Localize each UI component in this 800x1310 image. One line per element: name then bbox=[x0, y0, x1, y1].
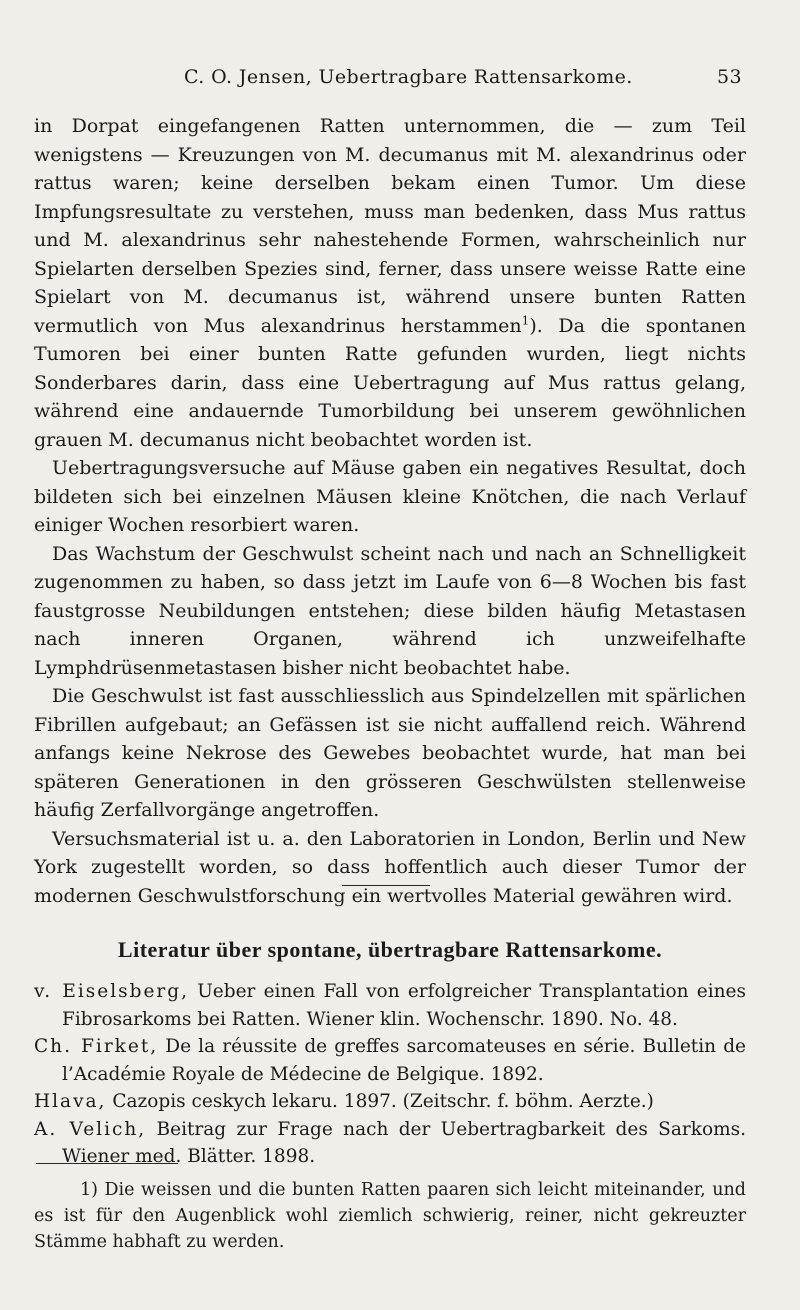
reference-author: Hlava, bbox=[34, 1091, 107, 1112]
reference-item bbox=[34, 1088, 746, 1116]
footnote-rule bbox=[36, 1163, 178, 1164]
footnote-reference: 1 bbox=[521, 313, 530, 328]
paragraph-4: Die Geschwulst ist fast ausschliesslich aus Spindelzellen mit spärlichen Fibrillen aufgebaut; an Gefässen ist sie nicht auffallend reich. Während anfangs keine Nekrose des Gewebes beobachtet wurde, hat man bei späteren Generationen in den grösseren Geschwülsten stellenweise häufig Zerfallvorgänge angetroffen. bbox=[34, 685, 746, 821]
reference-author: v. Eiselsberg, bbox=[34, 981, 189, 1002]
running-title: C. O. Jensen, Uebertragbare Rattensarkome. bbox=[184, 66, 633, 88]
reference-text: Ueber einen Fall von erfolgreicher Transplantation eines Fibrosarkoms bei Ratten. Wiener klin. Wochenschr. 1890. No. 48. bbox=[62, 981, 746, 1030]
literature-heading: Literatur über spontane, übertragbare Rattensarkome. bbox=[117, 937, 663, 962]
footnote bbox=[34, 1177, 746, 1255]
paragraph-1 bbox=[34, 112, 746, 454]
footnote-text: 1) Die weissen und die bunten Ratten paaren sich leicht miteinander, und es ist für den Augenblick wohl ziemlich schwierig, reiner, nicht gekreuzter Stämme habhaft zu werden. bbox=[34, 1180, 746, 1252]
section-divider bbox=[342, 885, 430, 886]
reference-text: De la réussite de greffes sarcomateuses en série. Bulletin de l’Académie Royale de Médecine de Belgique. 1892. bbox=[62, 1036, 746, 1085]
running-header bbox=[34, 66, 746, 94]
reference-text: Beitrag zur Frage nach der Uebertragbarkeit des Sarkoms. Wiener med. Blätter. 1898. bbox=[62, 1118, 746, 1167]
main-text bbox=[34, 112, 746, 910]
reference-text: Cazopis ceskych lekaru. 1897. (Zeitschr. f. böhm. Aerzte.) bbox=[112, 1091, 654, 1112]
paragraph-2: Uebertragungsversuche auf Mäuse gaben ein negatives Resultat, doch bildeten sich bei einzelnen Mäusen kleine Knötchen, die nach Verlauf einiger Wochen resorbiert waren. bbox=[34, 457, 746, 536]
page-number: 53 bbox=[717, 66, 742, 88]
paragraph-5: Versuchsmaterial ist u. a. den Laboratorien in London, Berlin und New York zugestellt worden, so dass hoffentlich auch dieser Tumor der modernen Geschwulstforschung ein wertvolles Material gewähren wird. bbox=[34, 827, 746, 907]
reference-item bbox=[34, 978, 746, 1033]
paragraph-1-text-a: in Dorpat eingefangenen Ratten unternommen, die — zum Teil wenigstens — Kreuzungen von M. decumanus mit M. alexandrinus oder rattus waren; keine derselben bekam einen Tumor. Um diese Impfungsresultate zu verstehen, muss man bedenken, dass Mus rattus und M. alexandrinus sehr nahestehende Formen, wahrscheinlich nur Spielarten derselben Spezies sind, ferner, dass unsere weisse Ratte eine Spielart von M. decumanus ist, während unsere bunten Ratten vermutlich von Mus alexandrinus herstammen bbox=[34, 115, 746, 337]
reference-author: Ch. Firket, bbox=[34, 1036, 159, 1057]
reference-list bbox=[34, 978, 746, 1171]
reference-author: A. Velich, bbox=[34, 1118, 147, 1140]
paragraph-3: Das Wachstum der Geschwulst scheint nach und nach an Schnelligkeit zugenommen zu haben, so dass jetzt im Laufe von 6—8 Wochen bis fast faustgrosse Neubildungen entstehen; diese bilden häufig Metastasen nach inneren Organen, während ich unzweifelhafte Lymphdrüsenmetastasen bisher nicht beobachtet habe. bbox=[34, 542, 746, 679]
paragraph-1-text-b: ). Da die spontanen Tumoren bei einer bunten Ratte gefunden wurden, liegt nichts Sonderbares darin, dass eine Uebertragung auf Mus rattus gelang, während eine andauernde Tumorbildung bei unserem gewöhnlichen grauen M. decumanus nicht beobachtet worden ist. bbox=[34, 314, 746, 451]
reference-item bbox=[34, 1033, 746, 1088]
